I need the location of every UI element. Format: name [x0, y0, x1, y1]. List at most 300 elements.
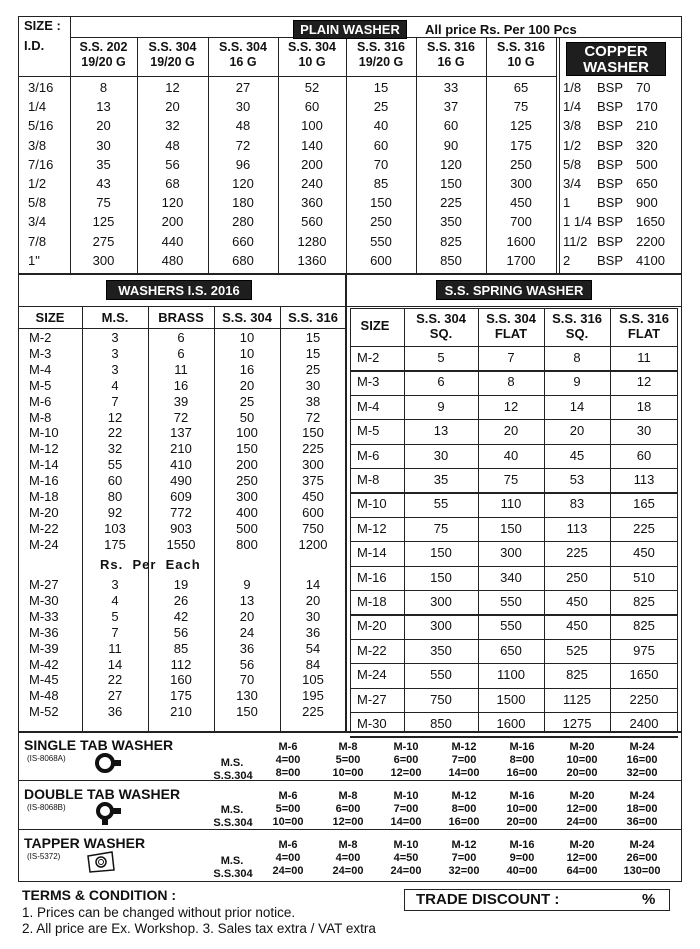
- price-ss: 8=00: [275, 767, 301, 779]
- table-cell: 1600: [496, 716, 526, 731]
- divider: [350, 346, 678, 347]
- table-cell: 375: [302, 473, 324, 489]
- table-cell: 60: [373, 137, 389, 153]
- table-cell: 195: [302, 688, 324, 704]
- table-cell: 5/16: [28, 118, 54, 134]
- price-ss: 32=00: [626, 767, 658, 779]
- table-cell: 150: [236, 704, 258, 720]
- table-cell: 68: [165, 176, 180, 191]
- divider: [350, 468, 678, 469]
- table-cell: 1650: [636, 214, 665, 230]
- table-cell: 3: [111, 330, 119, 345]
- table-cell: 480: [161, 252, 184, 268]
- table-cell: 30: [305, 608, 321, 624]
- table-cell: 440: [161, 233, 184, 249]
- table-cell: 12: [636, 374, 652, 390]
- divider: [350, 688, 678, 689]
- table-cell: 160: [170, 672, 192, 688]
- table-cell: 40: [373, 118, 389, 134]
- table-cell: 40: [503, 447, 519, 463]
- table-cell: 225: [633, 520, 655, 536]
- material-label: S.S.304: [213, 817, 253, 829]
- table-cell: 450: [302, 489, 324, 504]
- id-label: I.D.: [24, 38, 45, 53]
- table-cell: 120: [161, 195, 184, 211]
- table-cell: 3/8: [28, 137, 47, 153]
- table-cell: M-20: [29, 504, 59, 520]
- price-ss: 12=00: [390, 767, 422, 779]
- column-header: S.S. 304 16 G: [219, 40, 267, 69]
- table-cell: 150: [500, 520, 522, 536]
- table-cell: 900: [636, 195, 658, 211]
- divider: [350, 395, 678, 396]
- table-cell: 2400: [629, 716, 659, 731]
- table-cell: 16: [173, 377, 189, 393]
- size-label: M-20: [569, 839, 595, 851]
- table-cell: 53: [569, 472, 585, 487]
- table-cell: 150: [430, 545, 452, 561]
- table-cell: 550: [500, 594, 522, 609]
- table-cell: 4100: [636, 252, 665, 268]
- table-cell: BSP: [597, 214, 624, 230]
- divider: [350, 517, 678, 518]
- table-cell: M-6: [29, 393, 52, 409]
- table-cell: 3: [111, 577, 119, 592]
- table-cell: M-22: [29, 520, 59, 536]
- column-header: SIZE: [360, 318, 390, 333]
- price-note: All price Rs. Per 100 Pcs: [425, 22, 577, 37]
- price-ss: 24=00: [272, 865, 304, 877]
- table-cell: M-30: [357, 716, 387, 731]
- price-ms: 6=00: [335, 803, 361, 815]
- material-label: M.S.: [220, 855, 244, 867]
- table-cell: M-3: [29, 345, 52, 361]
- double-tab-washer-icon: [92, 801, 122, 825]
- table-cell: 140: [301, 137, 323, 153]
- table-cell: M-12: [357, 520, 387, 536]
- table-cell: 650: [636, 176, 658, 191]
- table-cell: 90: [443, 137, 459, 153]
- size-label: M-12: [451, 790, 477, 802]
- table-cell: 83: [569, 496, 585, 512]
- table-cell: M-6: [357, 447, 380, 463]
- divider: [350, 663, 678, 664]
- table-cell: 225: [302, 704, 324, 720]
- table-cell: 825: [633, 618, 655, 634]
- divider: [350, 370, 678, 371]
- table-cell: M-20: [357, 618, 387, 634]
- price-ms: 16=00: [626, 754, 658, 766]
- table-cell: 250: [370, 214, 392, 230]
- table-cell: 8: [99, 80, 108, 95]
- price-ss: 24=00: [566, 816, 598, 828]
- table-cell: 150: [430, 569, 452, 585]
- table-cell: 70: [373, 156, 389, 172]
- table-cell: 36: [107, 704, 123, 720]
- tab-washer-title: TAPPER WASHER: [24, 835, 146, 851]
- table-cell: 150: [440, 176, 462, 191]
- size-label: M-20: [569, 741, 595, 753]
- table-cell: M-45: [29, 672, 59, 688]
- table-cell: 96: [235, 156, 251, 172]
- table-cell: 320: [636, 137, 658, 153]
- table-cell: 1": [28, 252, 40, 268]
- price-ms: 4=00: [275, 754, 301, 766]
- size-label: M-12: [451, 839, 477, 851]
- table-cell: 113: [633, 472, 655, 487]
- column-header: S.S. 316 FLAT: [619, 311, 669, 341]
- price-ss: 16=00: [448, 816, 480, 828]
- copper-washer-title: COPPER WASHER: [566, 42, 666, 76]
- table-cell: 43: [96, 176, 111, 191]
- table-cell: 70: [239, 672, 255, 688]
- table-cell: 13: [96, 99, 111, 115]
- is-washers-title: WASHERS I.S. 2016: [106, 280, 252, 300]
- table-cell: M-4: [29, 361, 52, 377]
- table-cell: 30: [235, 99, 251, 115]
- column-header: S.S. 316: [288, 310, 338, 325]
- table-cell: 15: [305, 345, 321, 361]
- table-cell: 26: [173, 592, 189, 608]
- tab-washer-title: SINGLE TAB WASHER: [24, 737, 174, 753]
- size-label: M-10: [393, 790, 419, 802]
- table-cell: M-10: [29, 425, 59, 441]
- table-cell: 600: [370, 252, 392, 268]
- table-cell: 1360: [297, 252, 327, 268]
- column-header: BRASS: [158, 310, 204, 325]
- table-cell: 500: [236, 520, 258, 536]
- table-cell: 7: [507, 350, 515, 365]
- table-cell: BSP: [597, 156, 624, 172]
- divider: [350, 444, 678, 445]
- price-ss: 32=00: [448, 865, 480, 877]
- terms-line-2: 2. All price are Ex. Workshop. 3. Sales tax extra / VAT extra: [22, 921, 376, 936]
- divider: [350, 639, 678, 640]
- column-header: S.S. 316 19/20 G: [357, 40, 405, 69]
- table-cell: 2200: [636, 233, 665, 249]
- divider: [350, 492, 678, 493]
- table-cell: 35: [96, 156, 111, 172]
- table-cell: 72: [305, 409, 321, 425]
- table-cell: 35: [433, 472, 449, 487]
- table-cell: 1550: [166, 536, 196, 552]
- table-cell: 300: [302, 457, 324, 473]
- table-cell: 450: [510, 195, 532, 211]
- table-cell: 10: [239, 345, 255, 361]
- table-cell: M-8: [357, 472, 380, 487]
- table-cell: 33: [443, 80, 459, 95]
- table-cell: 275: [92, 233, 115, 249]
- table-cell: 250: [236, 473, 258, 489]
- divider: [350, 419, 678, 420]
- table-cell: M-16: [29, 473, 59, 489]
- table-cell: 200: [236, 457, 258, 473]
- size-label: M-24: [629, 839, 655, 851]
- table-cell: 660: [232, 233, 254, 249]
- price-ms: 5=00: [275, 803, 301, 815]
- table-cell: 1275: [562, 716, 592, 731]
- table-cell: 3/8: [563, 118, 582, 134]
- table-cell: 72: [173, 409, 189, 425]
- material-label: S.S.304: [213, 770, 253, 782]
- table-cell: 150: [302, 425, 324, 441]
- material-label: M.S.: [220, 804, 244, 816]
- table-cell: 15: [305, 330, 321, 345]
- table-cell: 225: [566, 545, 588, 561]
- table-cell: 137: [170, 425, 192, 441]
- table-cell: BSP: [597, 233, 624, 249]
- price-ms: 18=00: [626, 803, 658, 815]
- table-cell: 75: [433, 520, 449, 536]
- table-cell: M-27: [357, 691, 387, 707]
- table-cell: 180: [232, 195, 254, 211]
- single-tab-washer-icon: [92, 752, 122, 776]
- table-cell: 54: [305, 640, 321, 656]
- table-cell: 85: [373, 176, 389, 191]
- table-cell: 48: [235, 118, 251, 134]
- table-cell: 25: [239, 393, 255, 409]
- table-cell: 1/4: [28, 99, 47, 115]
- table-cell: 16: [239, 361, 255, 377]
- table-cell: 3/16: [28, 80, 54, 95]
- size-label: SIZE :: [24, 18, 61, 33]
- table-cell: 200: [161, 214, 184, 230]
- table-cell: 1100: [497, 667, 525, 683]
- price-ms: 7=00: [451, 852, 477, 864]
- table-cell: 772: [170, 504, 192, 520]
- table-cell: 300: [92, 252, 115, 268]
- table-cell: 150: [236, 441, 258, 457]
- table-cell: 350: [440, 214, 462, 230]
- table-cell: 37: [443, 99, 459, 115]
- price-ms: 5=00: [335, 754, 361, 766]
- table-cell: 510: [633, 569, 655, 585]
- table-cell: 55: [107, 457, 123, 473]
- table-cell: 9: [437, 398, 445, 414]
- table-cell: 75: [503, 472, 519, 487]
- price-ms: 6=00: [393, 754, 419, 766]
- table-cell: 20: [239, 377, 255, 393]
- table-cell: 165: [633, 496, 655, 512]
- size-label: M-16: [509, 790, 535, 802]
- table-cell: 240: [301, 176, 323, 191]
- table-cell: BSP: [597, 176, 624, 191]
- table-cell: M-36: [29, 624, 59, 640]
- table-cell: M-5: [29, 377, 52, 393]
- table-cell: M-24: [29, 536, 59, 552]
- price-ms: 7=00: [451, 754, 477, 766]
- table-cell: 600: [302, 504, 324, 520]
- table-cell: 250: [510, 156, 532, 172]
- table-cell: M-3: [357, 374, 380, 390]
- table-cell: 450: [633, 545, 655, 561]
- table-cell: 27: [107, 688, 123, 704]
- table-cell: 750: [302, 520, 324, 536]
- table-cell: 200: [301, 156, 323, 172]
- size-label: M-6: [278, 790, 298, 802]
- table-cell: 150: [370, 195, 392, 211]
- price-ss: 16=00: [506, 767, 538, 779]
- table-cell: 100: [301, 118, 323, 134]
- table-cell: 13: [433, 423, 449, 439]
- column-header: S.S. 304 FLAT: [486, 311, 536, 341]
- table-cell: 14: [569, 398, 585, 414]
- table-cell: BSP: [597, 252, 624, 268]
- tab-washer-title: DOUBLE TAB WASHER: [24, 786, 181, 802]
- table-cell: 175: [170, 688, 192, 704]
- price-ms: 8=00: [509, 754, 535, 766]
- table-cell: 560: [301, 214, 323, 230]
- divider: [350, 566, 678, 567]
- table-cell: 14: [305, 577, 321, 592]
- table-cell: 92: [107, 504, 123, 520]
- price-ms: 9=00: [509, 852, 535, 864]
- table-cell: 22: [107, 672, 123, 688]
- terms-line-1: 1. Prices can be changed without prior notice.: [22, 905, 296, 920]
- table-cell: 680: [232, 252, 254, 268]
- price-ss: 36=00: [626, 816, 658, 828]
- divider: [350, 541, 678, 542]
- table-cell: 750: [430, 691, 452, 707]
- table-cell: 609: [170, 489, 192, 504]
- table-cell: 4: [111, 377, 119, 393]
- table-cell: 20: [305, 592, 321, 608]
- table-cell: 48: [165, 137, 180, 153]
- table-cell: 60: [636, 447, 652, 463]
- table-cell: 5/8: [563, 156, 582, 172]
- table-cell: 20: [239, 608, 255, 624]
- table-cell: 2250: [629, 691, 659, 707]
- table-cell: 52: [304, 80, 320, 95]
- table-cell: 450: [566, 618, 588, 634]
- plain-washer-title: PLAIN WASHER: [293, 20, 407, 39]
- table-cell: 650: [500, 642, 522, 658]
- table-cell: 12: [503, 398, 519, 414]
- table-cell: M-14: [29, 457, 59, 473]
- table-cell: 300: [500, 545, 522, 561]
- divider: [18, 306, 346, 307]
- table-cell: 11: [174, 361, 188, 377]
- size-label: M-8: [338, 790, 358, 802]
- table-cell: 105: [302, 672, 324, 688]
- table-cell: M-42: [29, 656, 59, 672]
- table-cell: 36: [305, 624, 321, 640]
- trade-discount-label: TRADE DISCOUNT :: [416, 891, 560, 908]
- table-cell: 11/2: [563, 233, 588, 249]
- price-ms: 10=00: [506, 803, 538, 815]
- price-ms: 12=00: [566, 803, 598, 815]
- table-cell: 1/4: [563, 99, 582, 115]
- size-label: M-20: [569, 790, 595, 802]
- table-cell: 15: [373, 80, 389, 95]
- column-header: S.S. 316 16 G: [427, 40, 475, 69]
- table-cell: 350: [430, 642, 452, 658]
- table-cell: 450: [566, 594, 588, 609]
- table-cell: 250: [566, 569, 588, 585]
- size-label: M-16: [509, 741, 535, 753]
- price-ms: 4=00: [335, 852, 361, 864]
- table-cell: 30: [433, 447, 449, 463]
- table-cell: 56: [173, 624, 189, 640]
- table-cell: 72: [235, 137, 251, 153]
- tab-washer-code: (IS-5372): [27, 852, 61, 861]
- table-cell: 5: [437, 350, 445, 365]
- table-cell: 1/2: [563, 137, 582, 153]
- table-cell: M-18: [29, 489, 59, 504]
- size-label: M-24: [629, 790, 655, 802]
- table-cell: M-2: [29, 330, 52, 345]
- price-ss: 14=00: [448, 767, 480, 779]
- table-cell: 125: [92, 214, 115, 230]
- divider: [18, 76, 556, 77]
- table-cell: BSP: [597, 137, 624, 153]
- table-cell: 12: [165, 80, 180, 95]
- table-cell: 360: [301, 195, 323, 211]
- price-ms: 12=00: [566, 852, 598, 864]
- price-ss: 64=00: [566, 865, 598, 877]
- column-header: S.S. 304: [222, 310, 272, 325]
- table-cell: M-14: [357, 545, 387, 561]
- column-header: S.S. 304 SQ.: [416, 311, 466, 341]
- table-cell: 10: [239, 330, 255, 345]
- price-ms: 4=50: [393, 852, 419, 864]
- table-cell: 80: [107, 489, 123, 504]
- table-cell: 112: [170, 656, 192, 672]
- table-cell: 113: [566, 520, 588, 536]
- table-cell: 1700: [506, 252, 536, 268]
- table-cell: 175: [510, 137, 532, 153]
- divider: [559, 37, 560, 274]
- table-cell: M-2: [357, 350, 380, 365]
- table-cell: 1600: [506, 233, 536, 249]
- table-cell: 30: [636, 423, 652, 439]
- table-cell: 1125: [563, 691, 591, 707]
- price-ss: 40=00: [506, 865, 538, 877]
- column-header: SIZE: [35, 310, 65, 325]
- table-cell: 700: [510, 214, 532, 230]
- size-label: M-10: [393, 839, 419, 851]
- column-header: S.S. 202 19/20 G: [79, 40, 128, 69]
- table-cell: 9: [573, 374, 581, 390]
- table-cell: 22: [107, 425, 123, 441]
- table-cell: 903: [170, 520, 192, 536]
- table-cell: M-18: [357, 594, 387, 609]
- price-ms: 7=00: [393, 803, 419, 815]
- table-cell: 850: [440, 252, 462, 268]
- column-header: M.S.: [101, 310, 129, 325]
- table-cell: 84: [305, 656, 321, 672]
- table-cell: 38: [305, 393, 321, 409]
- table-cell: 175: [104, 536, 126, 552]
- table-cell: 1/2: [28, 176, 47, 191]
- table-cell: 300: [510, 176, 532, 191]
- price-ms: 10=00: [566, 754, 598, 766]
- table-cell: M-24: [357, 667, 387, 683]
- table-cell: M-16: [357, 569, 387, 585]
- table-cell: 225: [440, 195, 462, 211]
- table-cell: 550: [370, 233, 392, 249]
- table-cell: 525: [566, 642, 588, 658]
- table-cell: 2: [563, 252, 571, 268]
- material-label: M.S.: [220, 757, 244, 769]
- table-cell: 110: [500, 496, 522, 512]
- table-cell: 13: [239, 592, 255, 608]
- table-cell: 14: [107, 656, 123, 672]
- table-cell: 400: [236, 504, 258, 520]
- table-cell: 6: [177, 345, 185, 361]
- table-cell: 170: [636, 99, 658, 115]
- table-cell: 70: [636, 80, 651, 95]
